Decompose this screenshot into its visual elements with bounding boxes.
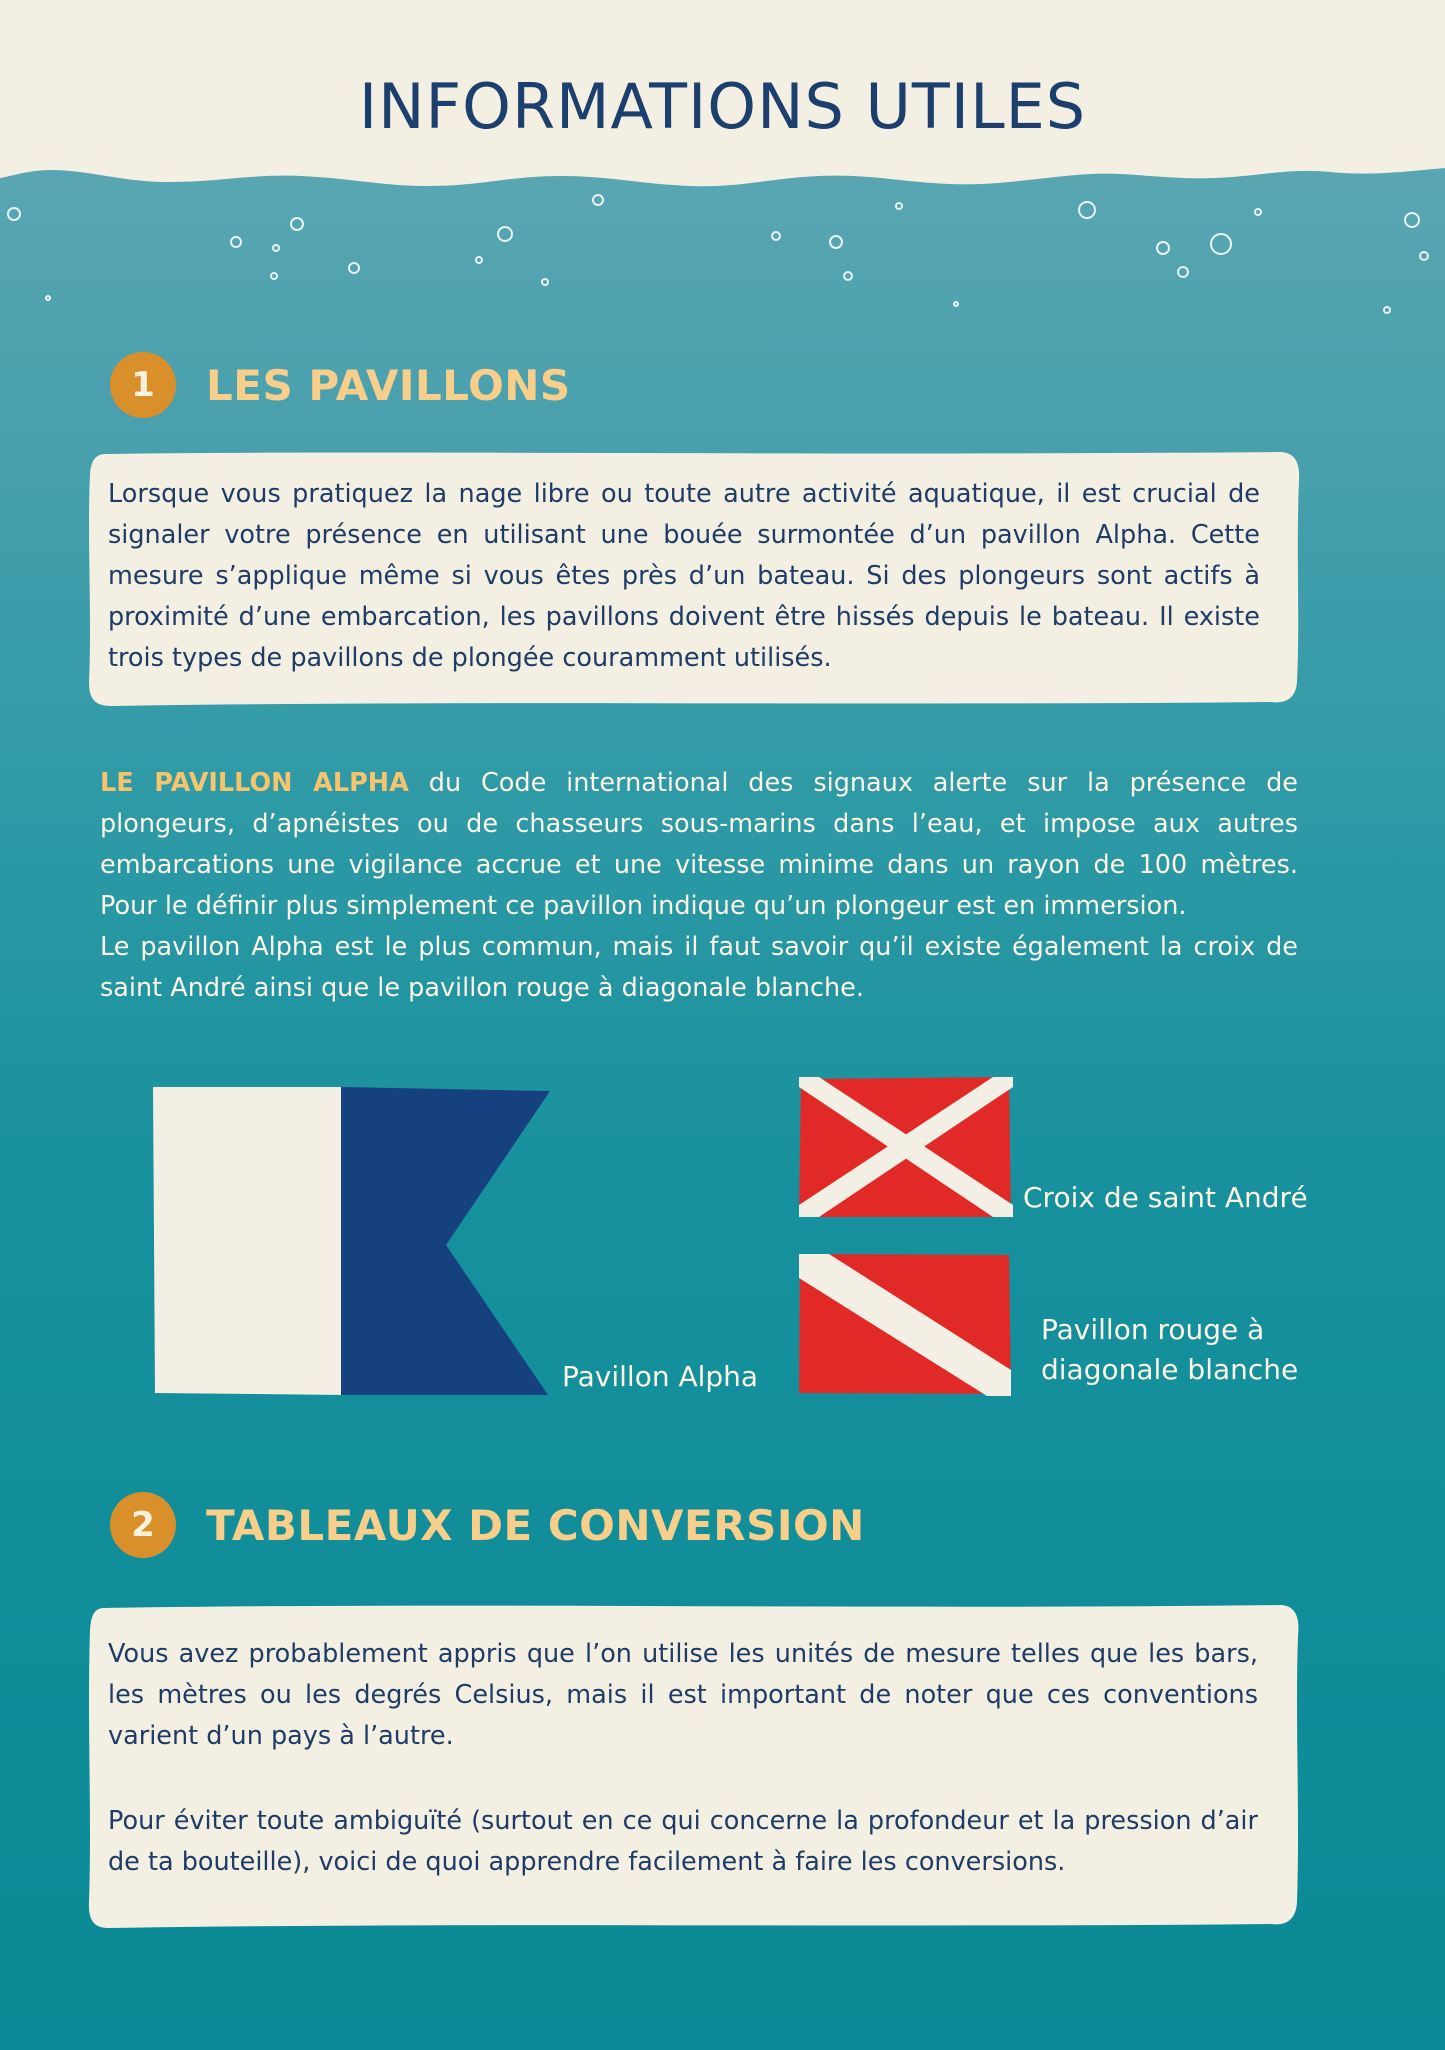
conversion-para1: Vous avez probablement appris que l’on utilise les unités de mesure telles que les bars, les mètres ou les degrés Celsius, mais il est important de noter que ces conventions varient d’un pays à l’autre. [108, 1639, 1258, 1751]
alpha-description-line1 [100, 763, 1298, 886]
alpha-description-line2: Pour le définir plus simplement ce pavillon indique qu’un plongeur est en immersion. [100, 891, 1187, 921]
alpha-flag-text: du Code international des signaux alerte sur la présence de plongeurs, d’apnéistes ou de chasseurs sous-marins dans l’eau, et impose aux autres embarcations une vigilance accrue et une vitesse minime dans un rayon de 100 mètres. [100, 768, 1298, 880]
diver-down-caption [1041, 1310, 1298, 1390]
bubbles-decoration [0, 180, 1445, 330]
conversion-para2: Pour éviter toute ambiguïté (surtout en ce qui concerne la profondeur et la pression d’air de ta bouteille), voici de quoi apprendre facilement à faire les conversions. [108, 1806, 1258, 1877]
diver-down-caption-line1: Pavillon rouge à [1041, 1313, 1265, 1346]
diver-down-caption-line2: diagonale blanche [1041, 1353, 1299, 1386]
section-header-conversion [110, 1490, 865, 1560]
alpha-description [100, 763, 1298, 1009]
section-title: LES PAVILLONS [206, 360, 571, 410]
section-number-badge: 2 [110, 1492, 176, 1558]
alpha-flag-label: LE PAVILLON ALPHA [100, 768, 409, 798]
st-andrew-cross-flag [797, 1077, 1013, 1219]
page-title: INFORMATIONS UTILES [358, 70, 1087, 143]
intro-card-text: Lorsque vous pratiquez la nage libre ou toute autre activité aquatique, il est crucial de signaler votre présence en utilisant une bouée surmontée d’un pavillon Alpha. Cette mesure s’applique même si vous êtes près d’un bateau. Si des plongeurs sont actifs à proximité d’une embarcation, les pavillons doivent être hissés depuis le bateau. Il existe trois types de pavillons de plongée couramment utilisés. [108, 479, 1260, 673]
alpha-flag [150, 1085, 550, 1397]
section-header-pavillons [110, 350, 571, 420]
section-title: TABLEAUX DE CONVERSION [206, 1500, 865, 1550]
section-number-badge: 1 [110, 352, 176, 418]
alpha-description-line3: Le pavillon Alpha est le plus commun, mais il faut savoir qu’il existe également la croix de saint André ainsi que le pavillon rouge à diagonale blanche. [100, 932, 1298, 1003]
st-andrew-cross-caption: Croix de saint André [1023, 1181, 1308, 1214]
alpha-flag-caption: Pavillon Alpha [562, 1360, 759, 1393]
diver-down-flag [797, 1252, 1013, 1396]
